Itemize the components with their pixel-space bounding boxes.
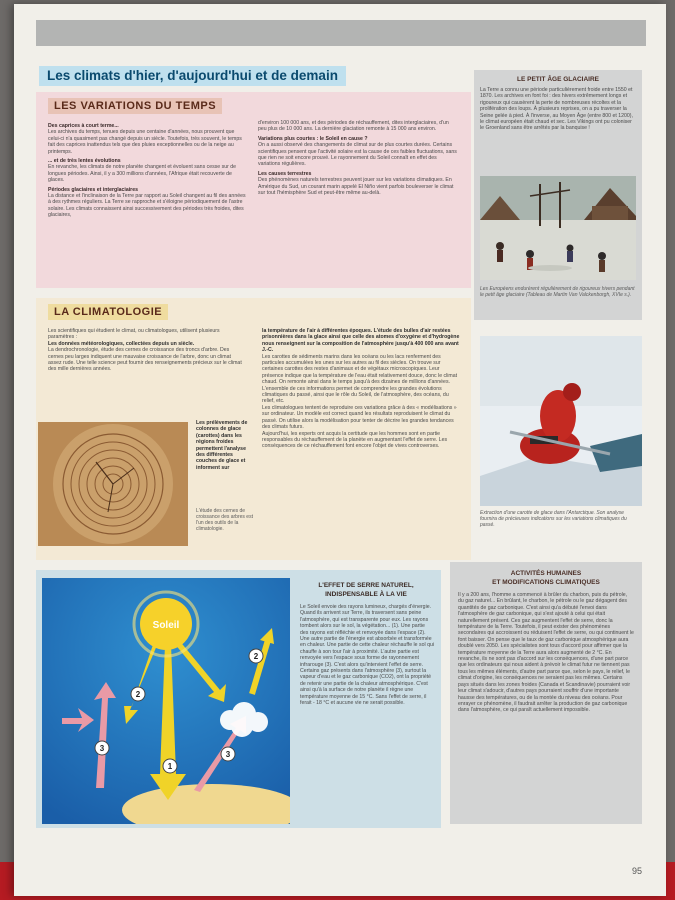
serre-heading-1: L'EFFET DE SERRE NATUREL, (318, 582, 414, 589)
effet-de-serre-section (36, 570, 441, 828)
variations-subtitle: Des caprices à court terme... (48, 123, 119, 129)
variations-subtitle: ... et de très lentes évolutions (48, 158, 121, 165)
variations-section (36, 92, 471, 288)
winter-landscape-painting (480, 176, 636, 280)
climatologie-paragraph: Les carottes de sédiments marins dans les océans ou les lacs renferment des particules accumulées les unes sur les autres au fil des siècles. On trouve sur certaines carottes des restes d'animaux et de végétaux microscopiques. Leur présence indique que la température de l'eau était relativement douce, donc le climat chaud. On remonte ainsi dans le temps jusqu'à des dizaines de millions d'années. (262, 353, 458, 386)
book-page (14, 4, 666, 896)
serre-text: Le Soleil envoie des rayons lumineux, chargés d'énergie. Quand ils arrivent sur Terre, ils traversent sans peine l'atmosphère, qui est transparente pour eux. Les rayons tombent alors sur le sol, la végétation... (1). Une partie des rayons est réfléchie et renvoyée dans l'espace (2). Une autre partie de l'énergie est absorbée et transformée en chaleur. Une partie de cette chaleur réchauffe le sol qui chauffe à son tour l'air à proximité. L'autre partie est renvoyée vers l'espace sous forme de rayonnement infrarouge (3). C'est alors qu'intervient l'effet de serre. Certains gaz présents dans l'atmosphère (3), surtout la vapeur d'eau et le gaz carbonique (CO2), ont la propriété de retenir une partie de la chaleur atmosphérique. C'est ainsi qu'à la surface de notre planète il règne une température moyenne de 15 °C. Sans l'effet de serre, il ferait - 18 °C et aucune vie ne serait possible. (300, 604, 434, 707)
activites-heading-1: ACTIVITÉS HUMAINES (510, 570, 582, 577)
climatologie-heading: LA CLIMATOLOGIE (48, 304, 168, 320)
variations-paragraph: On a aussi observé des changements de climat sur de plus courtes durées. Certains scientifiques pensent que l'activité solaire est la cause de ces faibles fluctuations, sans que rien ne soit encore prouvé. Le rayonnement du Soleil connaît en effet des variations régulières. (258, 142, 457, 168)
antarctic-image (480, 336, 642, 506)
ice-cores-text: Les prélèvements de colonnes de glace (carottes) dans les régions froides permettent l'analyse des différentes couches de glace et informent sur (196, 420, 248, 471)
tree-rings-image (38, 422, 188, 546)
antarctic-caption: Extraction d'une carotte de glace dans l'Antarctique. Son analyse fournira de précieuses indications sur les variations climatiques du passé. (480, 510, 627, 528)
greenhouse-diagram (42, 578, 290, 824)
sun-label: Soleil (152, 620, 180, 631)
antarctic-ice-core-photo (480, 336, 642, 506)
climatologie-item: La dendrochronologie, étude des cernes de croissance des troncs d'arbre. Des cernes peu larges indiquent une mauvaise croissance de l'arbre, donc un climat assez rude. Une telle science peut fournir des renseignements précieux sur le climat des mille dernières années. (48, 347, 242, 373)
variations-paragraph: La distance et l'inclinaison de la Terre par rapport au Soleil changent au fil des années à des rythmes réguliers. La Terre se rapproche et s'éloigne périodiquement de l'astre solaire. Les climats connaissent ainsi successivement des périodes très froides, dites glaciaires, (48, 193, 246, 219)
serre-heading-2: INDISPENSABLE À LA VIE (325, 591, 407, 598)
variations-paragraph: d'environ 100 000 ans, et des périodes de réchauffement, dites interglaciaires, d'un peu plus de 10 000 ans. La dernière glaciation remonte à 15 000 ans environ. (258, 120, 449, 133)
variations-col2 (258, 120, 458, 282)
tree-rings-photo (38, 422, 188, 546)
page-number: 95 (631, 866, 642, 876)
variations-paragraph: En revanche, les climats de notre planète changent et évoluent sans cesse sur de longues périodes. Ainsi, il y a 300 millions d'années, l'Afrique était recouverte de glaces. (48, 164, 237, 184)
marker-3b: 3 (225, 750, 231, 759)
activites-text: Il y a 200 ans, l'homme a commencé à brûler du charbon, puis du pétrole, du gaz naturel... En brûlant, le charbon, le pétrole ou le gaz dégagent des quantités de gaz carbonique. C'est ainsi qu'a débuté l'envoi dans l'atmosphère de gaz carbonique, qui s'est ajouté à celui qui était naturellement présent. Ces gaz augmentent l'effet de serre, donc la température de la Terre. Toutefois, il peut exister des phénomènes secondaires qui accroissent ou réduisent l'effet de serre, ou qui continuent le font baisser. On pense que le taux de gaz carbonique atmosphérique aura doublé vers 2050. Les spécialistes sont tous d'accord pour affirmer que la température moyenne de la Terre aura alors augmenté de 2 °C. En revanche, ils ne sont pas d'accord sur les conséquences, d'une part parce que les ordinateurs qui nous aident à prévoir le climat futur ne tiennent pas tous les mêmes éléments, d'autre part parce que, selon le pays, le relief, le climat d'origine, les conséquences ne seraient pas les mêmes. Certains pays situés dans les zones froides (Canada et Scandinavie) pourraient voir leur climat s'adoucir, d'autres pays pourraient souffrir d'une importante hausse des températures, ou de la montée du niveau des océans. Pour enrayer ce phénomène, il faudrait arrêter la production de gaz carbonique dans l'atmosphère, ce qui paraît actuellement impossible. (458, 592, 634, 714)
variations-heading: LES VARIATIONS DU TEMPS (48, 98, 222, 114)
greenhouse-diagram-svg (42, 578, 290, 824)
petit-age-glaciaire-box (474, 70, 642, 320)
activites-humaines-box (450, 562, 642, 824)
glaciation-text: La Terre a connu une période particulièrement froide entre 1550 et 1870. Les archives en font foi : des hivers extrêmement longs et rigoureux qui causèrent la perte de nombreuses récoltes et la prolifération des loups. À plusieurs reprises, on a pu traverser la Seine gelée à pied. À l'inverse, au Moyen Âge (entre 800 et 1200), le climat européen était chaud et sec. Les Vikings ont pu coloniser le Groenland sans être arrêtés par la banquise ! (480, 87, 633, 132)
glaciation-heading: LE PETIT ÂGE GLACIAIRE (517, 76, 599, 83)
header-grey-bar (36, 20, 646, 46)
tree-rings-caption: L'étude des cernes de croissance des arbres est l'un des outils de la climatologie. (196, 508, 253, 532)
variations-col1 (48, 120, 246, 282)
variations-subtitle: Variations plus courtes : le Soleil en cause ? (258, 135, 368, 142)
variations-subtitle: Les causes terrestres (258, 170, 312, 177)
climatologie-section (36, 298, 471, 560)
climatologie-col1 (48, 328, 243, 418)
activites-heading-2: ET MODIFICATIONS CLIMATIQUES (492, 579, 600, 586)
climatologie-intro: Les scientifiques qui étudient le climat, ou climatologues, utilisent plusieurs paramètres : (48, 328, 220, 341)
climatologie-paragraph: Les climatologues tentent de reproduire ces variations grâce à des « modélisations » sur ordinateur. Un modèle est correct quand les résultats reproduisent le climat du passé. On utilise alors la modélisation pour tenter de décrire les grandes tendances des climats futurs. (262, 404, 457, 431)
page-title: Les climats d'hier, d'aujourd'hui et de demain (39, 66, 346, 86)
climatologie-paragraph: la température de l'air à différentes époques. L'étude des bulles d'air restées prisonnières dans la glace ainsi que celle des atomes d'oxygène et d'hydrogène nous renseignent sur la composition de l'atmosphère jusqu'à 400 000 ans avant J.-C. (262, 328, 460, 354)
marker-1: 1 (167, 762, 173, 771)
winter-landscape-image (480, 176, 636, 280)
glaciation-caption: Les Européens endurèrent régulièrement de rigoureux hivers pendant le petit âge glaciaire (Tableau de Martin Van Valckenborgh, XVIe s.). (480, 286, 635, 298)
marker-2a: 2 (135, 690, 141, 699)
climatologie-item: Les données météorologiques, collectées depuis un siècle. (48, 340, 195, 347)
variations-paragraph: Les archives du temps, tenues depuis une centaine d'années, nous prouvent que celui-ci n'a quasiment pas changé depuis un siècle. Toutefois, très souvent, le temps fait des caprices inattendus tels que des pluies exceptionnelles ou de la neige au printemps. (48, 129, 242, 155)
variations-subtitle: Périodes glaciaires et interglaciaires (48, 186, 138, 193)
climatologie-col2 (262, 328, 462, 554)
marker-3a: 3 (99, 744, 105, 753)
variations-paragraph: Des phénomènes naturels terrestres peuvent jouer sur les variations climatiques. En Amérique du Sud, un courant marin appelé El Niño vient parfois bouleverser le climat sur tout l'hémisphère Sud et peut-être même au-delà. (258, 177, 454, 197)
climatologie-paragraph: L'ensemble de ces informations permet de comprendre les grandes évolutions climatiques du passé, ainsi que le rôle du Soleil, de l'atmosphère, des océans, du relief, etc. (262, 385, 449, 405)
marker-2b: 2 (253, 652, 259, 661)
climatologie-paragraph: Aujourd'hui, les experts ont acquis la certitude que les hommes sont en partie responsables du réchauffement de la planète en augmentant l'effet de serre. Les conséquences de ce réchauffement font encore l'objet de vives controverses. (262, 430, 448, 450)
